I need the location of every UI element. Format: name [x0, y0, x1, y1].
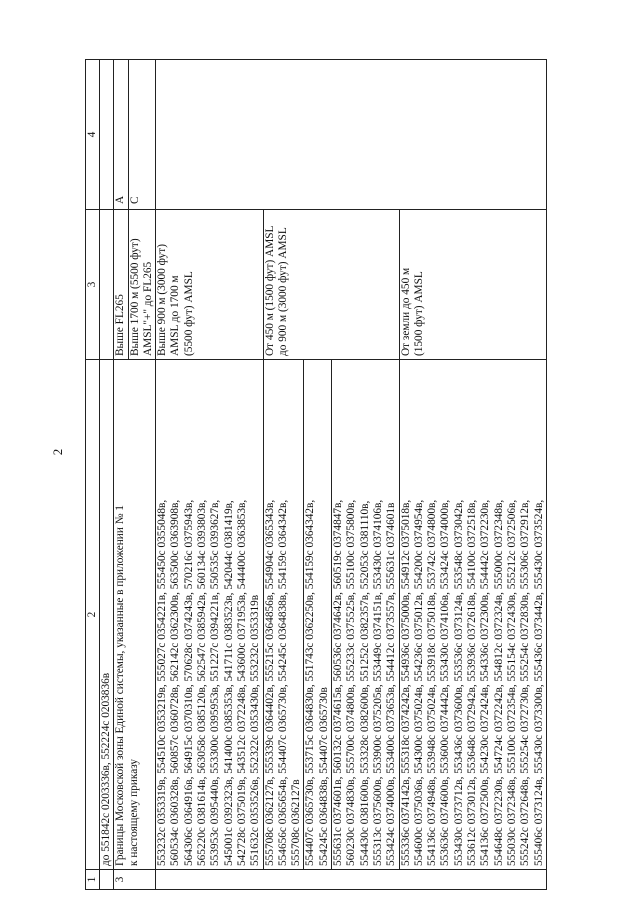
zone-description-line: Границы Московской зоны Единой системы, указанные в приложении № 1 — [114, 505, 127, 866]
zone-limits — [114, 210, 156, 360]
coordinate-line: 545001с 0392323в, 541400с 0385353в, 541711с 0383523в, 542044с 0381419в, — [222, 500, 235, 866]
header-col-1: 1 — [86, 870, 100, 890]
altitude-limit — [263, 210, 399, 360]
limit-line: до 900 м (3000 фут) AMSL — [276, 227, 289, 356]
coordinate-line: 555242с 0372648в, 555254с 0372730в, 555254с 0372830в, 555306с 0372912в, — [519, 499, 532, 866]
coordinate-block — [156, 360, 263, 870]
limit-line: AMSL"+" до FL265 — [141, 261, 154, 356]
coordinate-line: 554648с 0372230в, 554724с 0372242в, 554812с 0372324в, 555000с 0372348в, — [492, 499, 505, 866]
coordinate-line: 554245с 0364838в, 554407с 0365730в — [317, 687, 330, 866]
coordinate-line: 555708с 0362127в — [290, 779, 303, 866]
coordinate-line: 555406с 0373124в, 555430с 0373300в, 555436с 0373442в, 555430с 0373524в, — [532, 499, 545, 866]
altitude-limit — [156, 210, 263, 360]
zone-classes — [114, 60, 156, 210]
limit-group — [128, 210, 156, 359]
coordinate-line: 555336с 0374142в, 555318с 0374242в, 554936с 0375000в, 554912с 0375018в, — [399, 499, 412, 866]
coordinate-line: 554136с 0374948в, 553948с 0375024в, 553918с 0375018в, 553742с 0374800в, — [426, 499, 439, 866]
class-a: A — [114, 195, 127, 204]
zone-number: 3 — [114, 870, 156, 890]
coordinate-line: 554600с 0375036в, 554300с 0375024в, 554236с 0375012в, 554200с 0374954в, — [412, 499, 425, 866]
zone-number-continuation — [156, 870, 547, 890]
coordinate-line: 554656с 0365654в, 554407с 0365730в, 554245с 0364838в, 554159с 0364342в, — [276, 499, 289, 866]
coordinate-line: 560534с 0360328в, 560857с 0360728в, 562142с 0362300в, 563500с 0363908в, — [169, 499, 182, 866]
coordinate-line: 554136с 0372500в, 554230с 0372424в, 554336с 0372300в, 554442с 0372230в, — [479, 499, 492, 866]
limit-line: Выше 1700 м (5500 фут) — [128, 238, 141, 356]
coordinate-block — [263, 360, 304, 870]
coordinate-line: 555313с 0375600в, 553900с 0375205в, 553449с 0374151в, 553430с 0374106в, — [371, 499, 384, 866]
coordinate-line: 553953с 0395440в, 553300с 0395953в, 551227с 0394221в, 550535с 0393627в, — [209, 499, 222, 866]
class-c: C — [128, 60, 142, 209]
zone-description — [114, 360, 156, 870]
class-column-empty — [156, 60, 547, 210]
coordinate-line: 555708с 0362127в, 555339с 0364402в, 555215с 0364856в, 554904с 0365343в, — [263, 499, 276, 866]
zone-row — [114, 60, 156, 890]
coordinate-line: 565220с 0381614в, 563058с 0385120в, 562547с 0385942в, 560134с 0393803в, — [196, 499, 209, 866]
coordinate-block — [304, 360, 332, 870]
zone-description-line: к настоящему приказу — [127, 758, 140, 866]
rotated-table-container — [85, 60, 595, 890]
continuation-text: до 551842с 0203336в, 552224с 0203836в — [100, 360, 114, 870]
continuation-row — [100, 60, 114, 890]
altitude-limit — [399, 210, 546, 360]
coordinate-block — [332, 360, 399, 870]
coordinate-line: 555631с 0374601в, 560132с 0374615в, 560536с 0374642в, 560519с 0374847в, — [332, 499, 345, 866]
coordinate-line: 554430с 0381600в, 553328с 0382600в, 551252с 0382357в, 552053с 0381110в, — [358, 500, 371, 866]
limit-line: От земли до 450 м — [399, 267, 412, 356]
header-row — [86, 60, 100, 890]
coordinate-block-row — [156, 60, 263, 890]
header-col-4: 4 — [86, 60, 100, 210]
coordinate-line: 553612с 0373012в, 553648с 0372942в, 553936с 0372618в, 554100с 0372518в, — [466, 499, 479, 866]
airspace-table — [85, 59, 547, 890]
coordinate-block — [399, 360, 546, 870]
limit-line: AMSL до 1700 м — [169, 275, 182, 356]
coordinate-line: 554407с 0365730в, 553715с 0364830в, 551743с 0362250в, 554159с 0364342в, — [304, 499, 317, 866]
coordinate-line: 553636с 0374600в, 553600с 0374442в, 553430с 0374106в, 553424с 0374000в, — [439, 499, 452, 866]
coordinate-line: 553430с 0373712в, 553436с 0373600в, 553536с 0373124в, 553548с 0373042в, — [452, 499, 465, 866]
limit-line: Выше 900 м (3000 фут) — [156, 244, 169, 356]
coordinate-line: 564306с 0364916в, 564915с 0370310в, 570628с 0374243в, 570216с 0375943в, — [182, 499, 195, 866]
coordinate-line: 555030с 0372348в, 555100с 0372354в, 555154с 0372430в, 555212с 0372506в, — [505, 499, 518, 866]
limit-line: От 450 м (1500 фут) AMSL — [263, 225, 276, 356]
limit-line: (1500 фут) AMSL — [412, 271, 425, 356]
coordinate-line: 553232с 0353319в, 554510с 0353219в, 555027с 0354221в, 555450с 0355048в, — [156, 499, 169, 866]
page-number: 2 — [50, 448, 65, 456]
coordinate-line: 542728с 0375019в, 543512с 0372248в, 543600с 0371953в, 544400с 0363853в, — [235, 499, 248, 866]
limit-line: Выше FL265 — [114, 294, 127, 356]
coordinate-line: 560230с 0374830в, 555700с 0374800в, 555233с 0375525в, 555100с 0375800в, — [345, 499, 358, 866]
header-col-3: 3 — [86, 210, 100, 360]
coordinate-line: 551632с 0353526в, 552322с 0353430в, 553232с 0353319в — [249, 594, 262, 866]
limit-line: (5500 фут) AMSL — [182, 271, 195, 356]
header-col-2: 2 — [86, 360, 100, 870]
coordinate-line: 553424с 0374000в, 553400с 0373653в, 554412с 0373557в, 555631с 0374601в — [385, 502, 398, 866]
